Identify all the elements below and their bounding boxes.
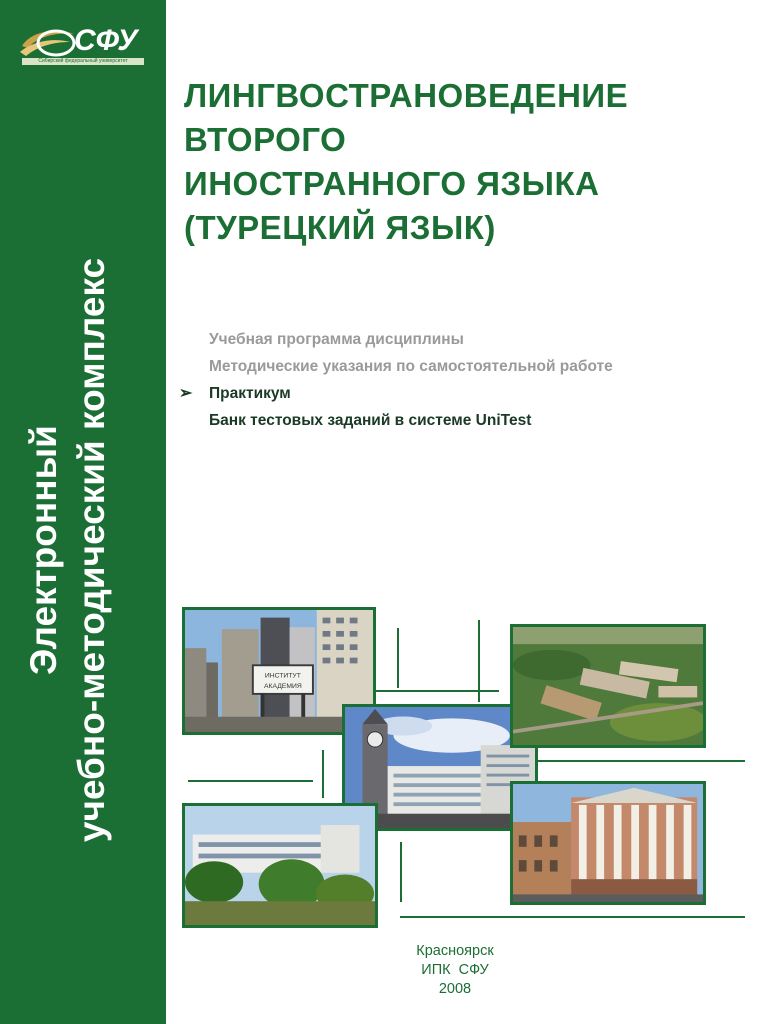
divider-line (188, 780, 313, 782)
sidebar-title-line1: Электронный (23, 425, 64, 675)
sidebar-title-line2: учебно-методический комплекс (71, 257, 112, 843)
logo-text: СФУ (74, 24, 138, 57)
title-line2: ВТОРОГО (184, 121, 347, 158)
arrow-right-icon: ➢ (179, 385, 193, 402)
component-item (176, 326, 736, 353)
component-label: Практикум (209, 385, 291, 402)
divider-line (538, 760, 745, 762)
component-label: Банк тестовых заданий в системе UniTest (209, 412, 532, 429)
title-line3: ИНОСТРАННОГО ЯЗЫКА (184, 165, 600, 202)
component-item (176, 407, 736, 434)
photo-campus-building (182, 803, 378, 928)
document-title (184, 74, 754, 250)
sfu-logo (18, 22, 148, 70)
footer-publisher: ИПК СФУ (421, 962, 489, 978)
footer-city: Красноярск (416, 943, 494, 959)
sidebar-vertical-title (20, 170, 150, 930)
component-label: Методические указания по самостоятельной работе (209, 358, 613, 375)
divider-line (400, 842, 402, 902)
logo-subtitle: Сибирский федеральный университет (22, 58, 144, 65)
divider-line (478, 620, 480, 702)
divider-line (397, 628, 399, 688)
photo-columned-building (510, 781, 706, 905)
component-list (176, 326, 736, 434)
sign-text-1: ИНСТИТУТ (264, 672, 301, 680)
title-line4: (ТУРЕЦКИЙ ЯЗЫК) (184, 209, 496, 246)
divider-line (400, 916, 745, 918)
photo-campus-aerial (510, 624, 706, 748)
component-item-active (176, 380, 736, 407)
sidebar-band (0, 0, 166, 1024)
component-label: Учебная программа дисциплины (209, 331, 464, 348)
publication-footer (380, 942, 530, 999)
component-item (176, 353, 736, 380)
title-line1: ЛИНГВОСТРАНОВЕДЕНИЕ (184, 77, 629, 114)
footer-year: 2008 (438, 981, 472, 997)
divider-line (322, 750, 324, 798)
logo-swoosh-icon (18, 26, 78, 60)
sign-text-2: АКАДЕМИЯ (264, 683, 302, 691)
